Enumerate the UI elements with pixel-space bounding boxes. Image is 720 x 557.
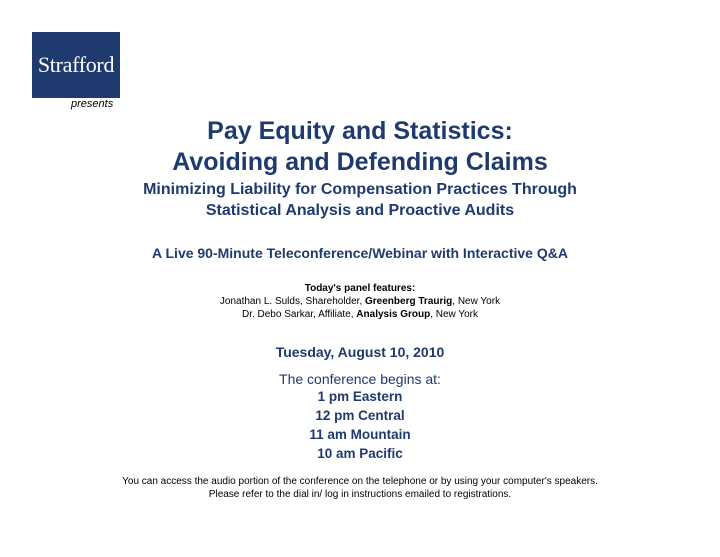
panelist-2-org: Analysis Group <box>356 309 431 320</box>
time-central: 12 pm Central <box>315 408 405 423</box>
logo-text: Strafford <box>37 52 115 77</box>
subtitle-line-2: Statistical Analysis and Proactive Audits <box>205 202 515 219</box>
panelist-2-location: , New York <box>430 309 479 320</box>
panelist-1-location: , New York <box>452 296 501 307</box>
title-line-1: Pay Equity and Statistics: <box>207 117 513 145</box>
panelist-1-name: Jonathan L. Sulds, Shareholder, <box>219 296 366 307</box>
footer-line-1: You can access the audio portion of the conference on the telephone or by using your computer's speakers. <box>122 476 598 487</box>
panelist-1 <box>0 296 720 307</box>
title-line-2: Avoiding and Defending Claims <box>172 148 548 176</box>
begins-label: The conference begins at: <box>279 371 441 387</box>
live-webinar-line: A Live 90-Minute Teleconference/Webinar with Interactive Q&A <box>152 245 568 261</box>
presents-label: presents <box>71 98 114 110</box>
subtitle-line-1: Minimizing Liability for Compensation Practices Through <box>143 181 577 198</box>
page-title <box>0 116 720 178</box>
time-pacific: 10 am Pacific <box>317 446 403 461</box>
footer-line-2: Please refer to the dial in/ log in instructions emailed to registrations. <box>208 489 512 500</box>
panelist-2-name: Dr. Debo Sarkar, Affiliate, <box>241 309 357 320</box>
panelist-1-org: Greenberg Traurig <box>365 296 453 307</box>
panel-heading: Today's panel features: <box>304 283 416 294</box>
strafford-logo <box>32 32 120 98</box>
event-date: Tuesday, August 10, 2010 <box>275 344 445 360</box>
time-eastern: 1 pm Eastern <box>317 389 403 404</box>
page-subtitle <box>0 179 720 221</box>
panelist-2 <box>0 309 720 320</box>
time-mountain: 11 am Mountain <box>309 427 411 442</box>
